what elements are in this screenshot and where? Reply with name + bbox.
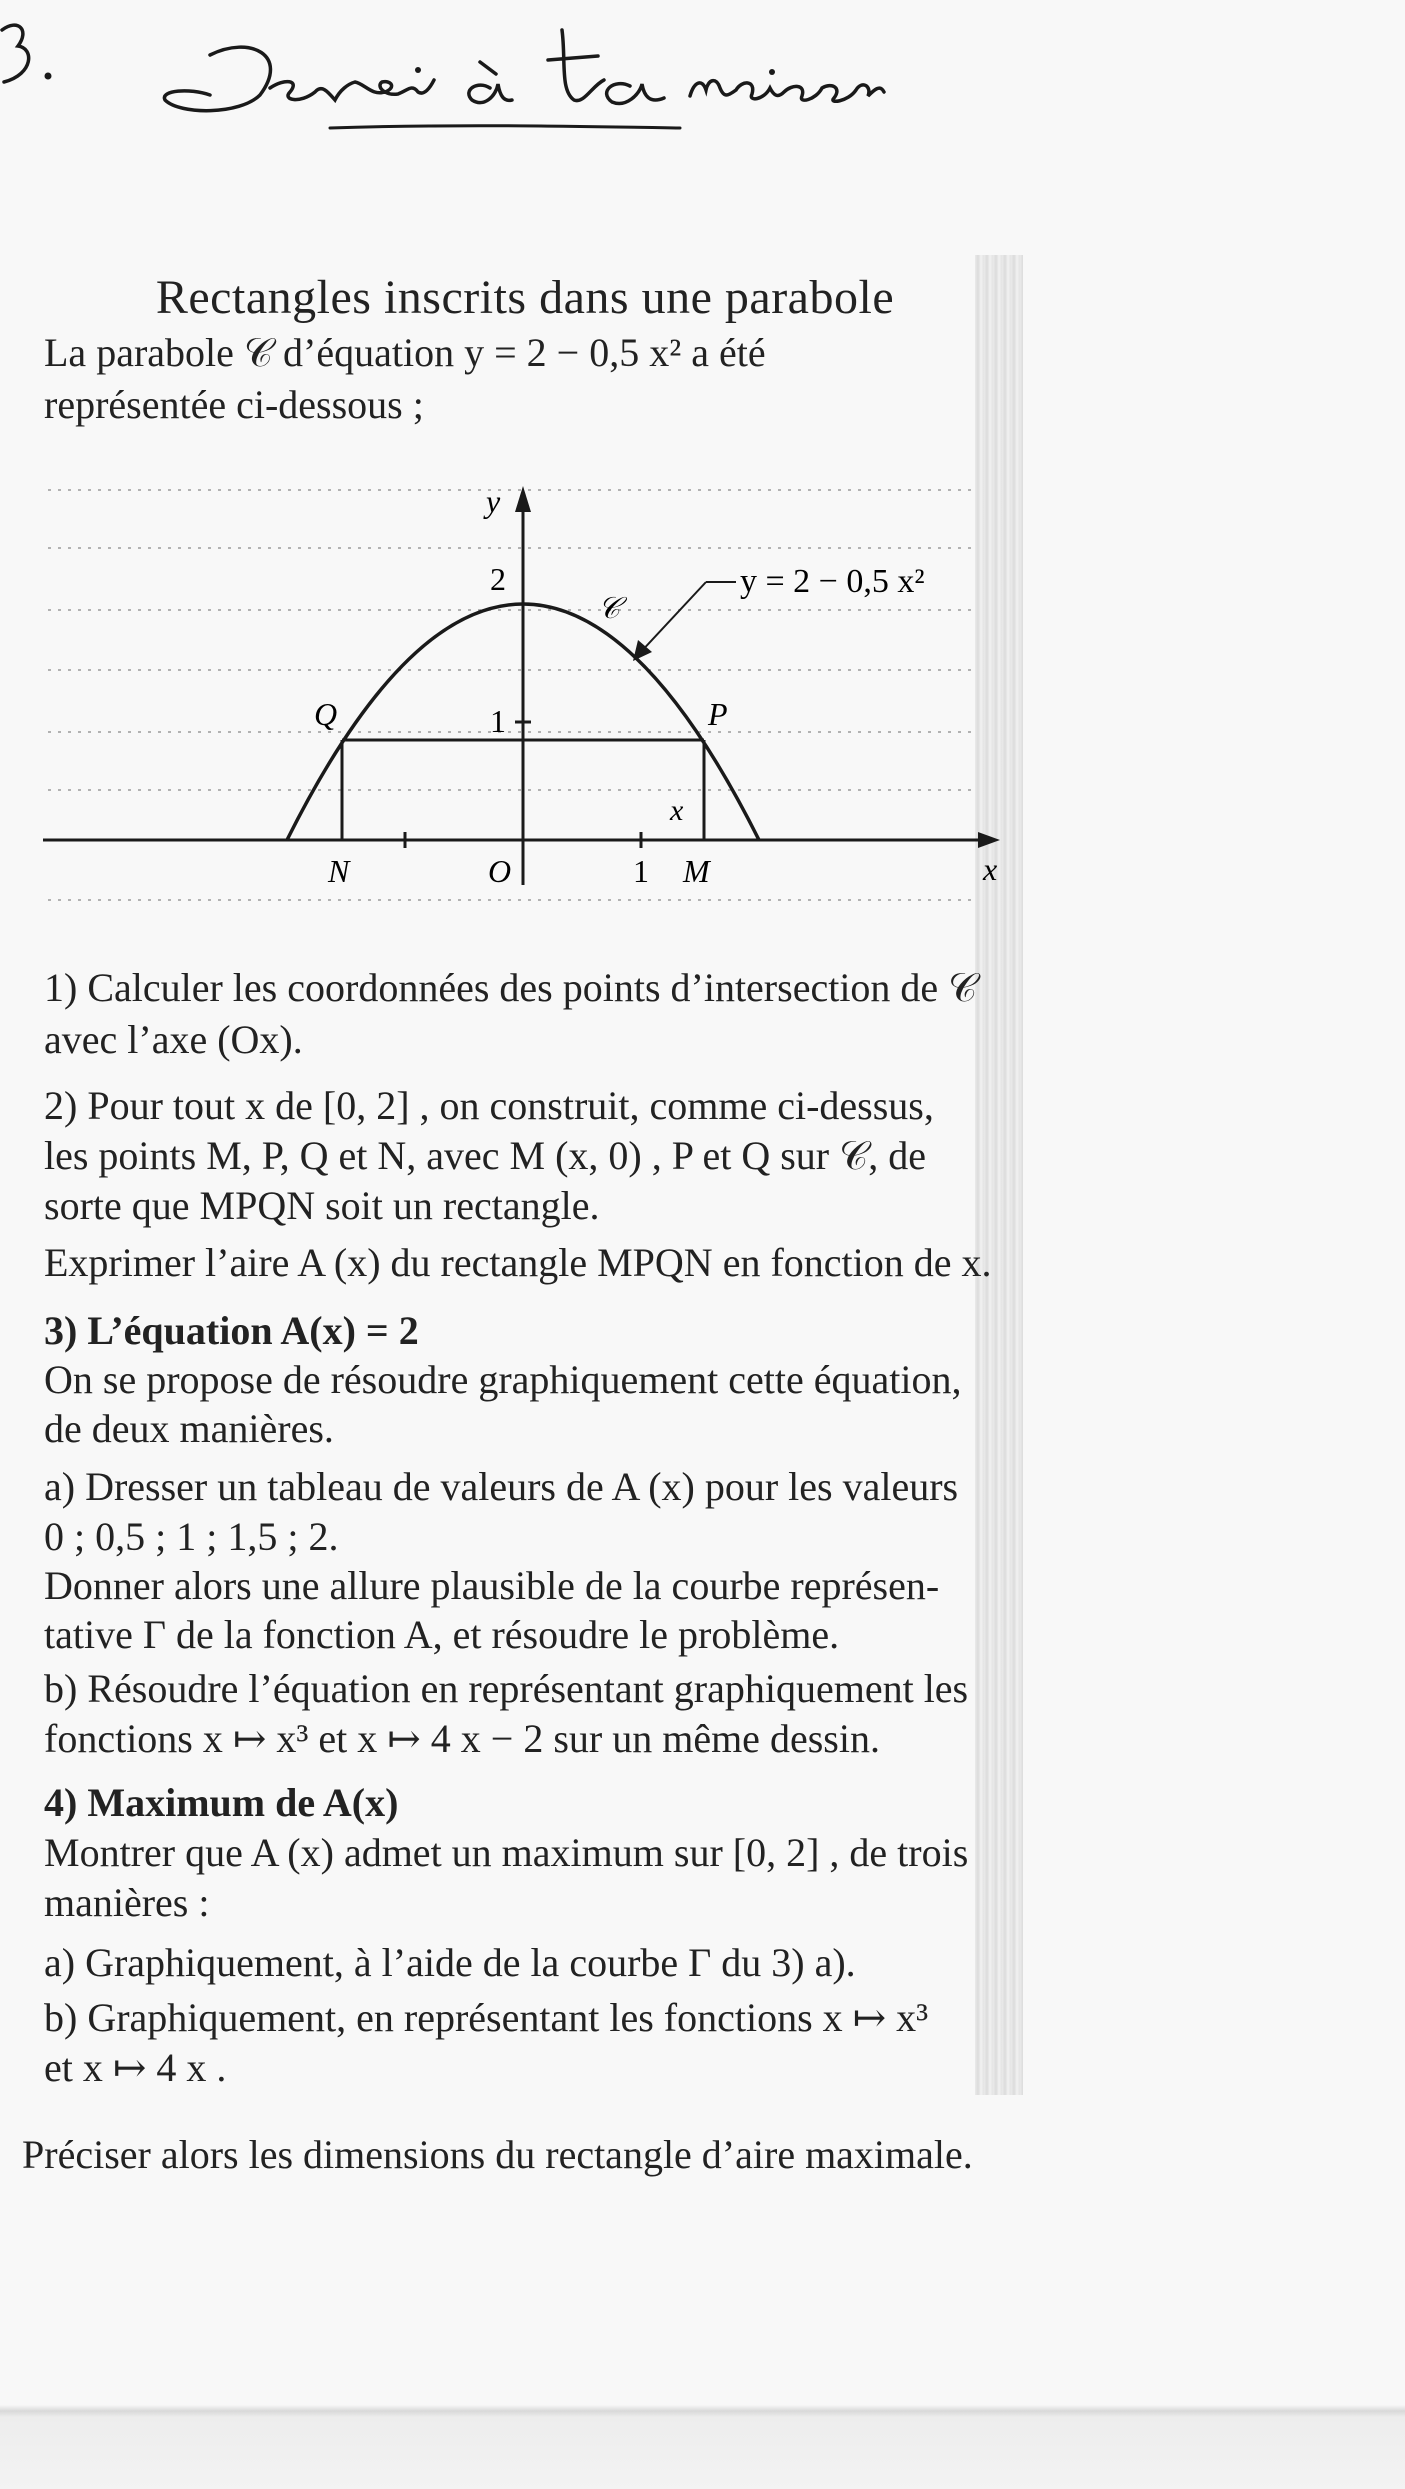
curve-equation-label: y = 2 − 0,5 x² [740, 563, 925, 600]
y-axis-label: y [486, 483, 501, 519]
y-tick-2-label: 2 [490, 561, 506, 597]
q4-b-line-1: b) Graphiquement, en représentant les fonctions x ↦ x³ [44, 1995, 929, 2040]
point-q-label: Q [314, 696, 338, 732]
q2-line-1: 2) Pour tout x de [0, 2] , on construit, comme ci-dessus, [44, 1083, 934, 1128]
q4-b-line-2: et x ↦ 4 x . [44, 2045, 227, 2090]
q2-line-4: Exprimer l’aire A (x) du rectangle MPQN en fonction de x. [44, 1240, 992, 1285]
q2-line-2: les points M, P, Q et N, avec M (x, 0) , P et Q sur 𝒞, de [44, 1133, 927, 1178]
point-p-label: P [708, 696, 728, 732]
q3-a-line-4: tative Γ de la fonction A, et résoudre le problème. [44, 1612, 840, 1657]
q4-a-line: a) Graphiquement, à l’aide de la courbe Γ du 3) a). [44, 1940, 856, 1985]
parabola-figure [38, 470, 1018, 920]
final-instruction: Préciser alors les dimensions du rectangle d’aire maximale. [22, 2132, 973, 2177]
q3-a-line-2: 0 ; 0,5 ; 1 ; 1,5 ; 2. [44, 1514, 339, 1559]
q1-line-1: 1) Calculer les coordonnées des points d’intersection de 𝒞 [44, 965, 978, 1010]
q4-line-1: Montrer que A (x) admet un maximum sur [0, 2] , de trois [44, 1830, 969, 1875]
q1-line-2: avec l’axe (Ox). [44, 1017, 303, 1062]
q3-line-2: de deux manières. [44, 1406, 334, 1451]
q3-b-line-2: fonctions x ↦ x³ et x ↦ 4 x − 2 sur un même dessin. [44, 1716, 880, 1761]
curve-name-label: 𝒞 [598, 592, 620, 625]
label-pointer-line [638, 582, 706, 655]
q3-a-line-3: Donner alors une allure plausible de la courbe représen- [44, 1563, 940, 1608]
x-axis-label: x [983, 851, 998, 887]
point-n-label: N [328, 853, 350, 889]
point-m-label: M [683, 853, 710, 889]
q3-line-1: On se propose de résoudre graphiquement cette équation, [44, 1357, 962, 1402]
q4-line-2: manières : [44, 1880, 210, 1925]
exercise-title: Rectangles inscrits dans une parabole [155, 271, 895, 324]
q4-heading: 4) Maximum de A(x) [44, 1780, 399, 1825]
intro-line-1: La parabole 𝒞 d’équation y = 2 − 0,5 x² a été [44, 330, 766, 375]
x-axis-arrow [978, 832, 1000, 848]
segment-x-label: x [670, 794, 684, 827]
q3-heading: 3) L’équation A(x) = 2 [44, 1308, 419, 1353]
origin-label: O [488, 853, 512, 889]
x-tick-1-label: 1 [633, 853, 649, 889]
q3-b-line-1: b) Résoudre l’équation en représentant graphiquement les [44, 1666, 969, 1711]
scan-bottom-edge [0, 2405, 1405, 2489]
q2-line-3: sorte que MPQN soit un rectangle. [44, 1183, 600, 1228]
handwritten-header [0, 0, 1405, 140]
intro-line-2: représentée ci-dessous ; [44, 382, 424, 427]
y-tick-1-label: 1 [490, 703, 506, 739]
q3-a-line-1: a) Dresser un tableau de valeurs de A (x) pour les valeurs [44, 1464, 959, 1509]
